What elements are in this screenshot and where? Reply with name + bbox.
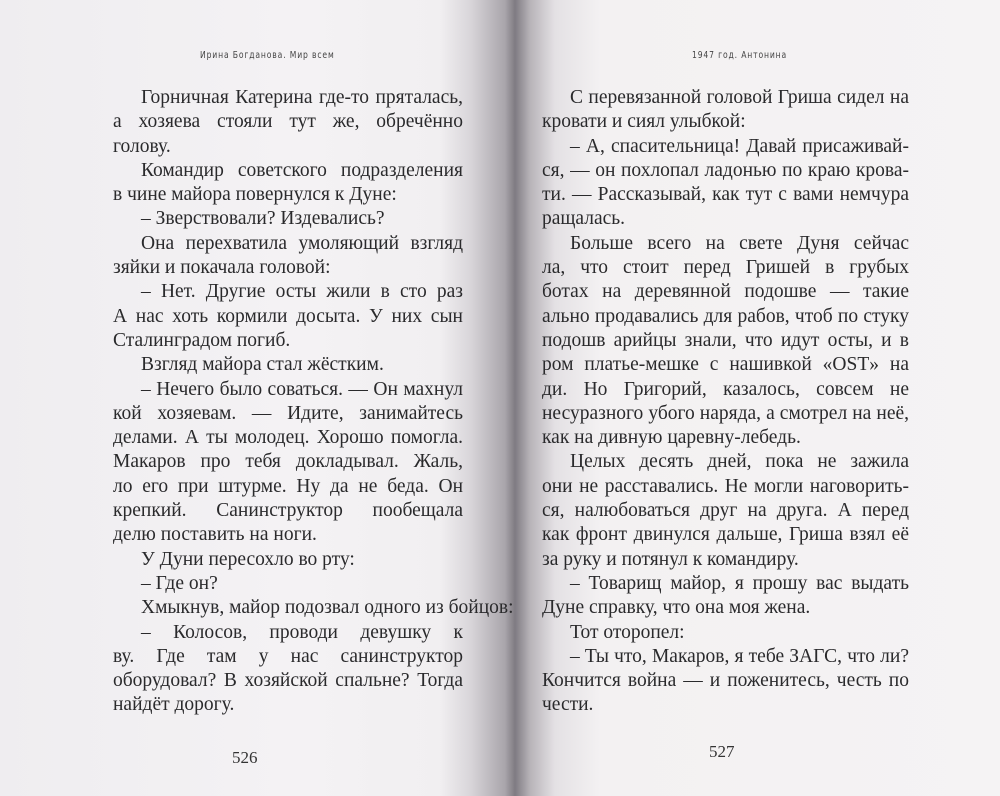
- text-line: делами. А ты молодец. Хорошо помогла.: [113, 427, 463, 449]
- text-line: ботах на деревянной подошве — такие: [542, 281, 909, 303]
- text-line: ла, что стоит перед Гришей в грубых: [542, 257, 909, 279]
- text-line: Взгляд майора стал жёстким.: [141, 354, 384, 376]
- text-line: Макаров про тебя докладывал. Жаль,: [113, 451, 463, 473]
- text-line: Тот оторопел:: [570, 621, 685, 643]
- text-line: ти. — Рассказывай, как тут с вами немчура: [542, 184, 909, 206]
- text-line: за руку и потянул к командиру.: [542, 548, 799, 570]
- right-running-header: 1947 год. Антонина: [692, 50, 788, 61]
- text-line: Она перехватила умоляющий взгляд: [141, 232, 463, 254]
- text-line: ди. Но Григорий, казалось, совсем не: [542, 378, 909, 400]
- text-line: кровати и сиял улыбкой:: [542, 111, 746, 133]
- text-line: зяйки и покачала головой:: [113, 257, 331, 279]
- text-line: ло его при штурме. Ну да не беда. Он: [113, 475, 463, 497]
- text-line: – Ты что, Макаров, я тебе ЗАГС, что ли?: [570, 645, 909, 667]
- text-line: крепкий. Санинструктор пообещала: [113, 500, 463, 522]
- text-line: – А, спасительница! Давай присаживай-: [570, 135, 909, 157]
- text-line: Командир советского подразделения: [141, 159, 463, 181]
- text-line: несуразного убого наряда, а смотрел на неё,: [542, 402, 909, 424]
- text-line: Дуне справку, что она моя жена.: [542, 597, 811, 619]
- right-page-number: 527: [709, 742, 735, 761]
- text-line: найдёт дорогу.: [113, 694, 235, 716]
- left-running-header: Ирина Богданова. Мир всем: [200, 50, 335, 61]
- text-line: Горничная Катерина где-то пряталась,: [141, 87, 463, 108]
- text-line: Целых десять дней, пока не зажила: [570, 451, 909, 473]
- text-line: ву. Где там у нас санинструктор: [113, 645, 463, 667]
- text-line: оборудовал? В хозяйской спальне? Тогда: [113, 670, 463, 692]
- text-line: – Товарищ майор, я прошу вас выдать: [570, 572, 909, 594]
- text-line: ся, налюбоваться друг на друга. А перед: [542, 500, 909, 522]
- text-line: а хозяева стояли тут же, обречённо: [113, 111, 463, 133]
- text-line: У Дуни пересохло во рту:: [141, 548, 355, 570]
- text-line: Кончится война — и поженитесь, честь по: [542, 670, 909, 692]
- text-line: ром платье-мешке с нашивкой «OST» на: [542, 354, 909, 376]
- text-line: они не расставались. Не могли наговорить-: [542, 475, 909, 497]
- text-line: кой хозяевам. — Идите, занимайтесь: [113, 402, 463, 424]
- text-line: Хмыкнув, майор подозвал одного из бойцов:: [141, 597, 514, 619]
- text-line: голову.: [113, 135, 171, 157]
- text-line: – Где он?: [141, 572, 218, 594]
- text-line: ся, — он похлопал ладонью по краю крова-: [542, 159, 909, 181]
- text-line: ально продавались для рабов, чтоб по стуку: [542, 305, 909, 327]
- text-line: Сталинградом погиб.: [113, 329, 291, 351]
- text-line: А нас хоть кормили досыта. У них сын: [113, 305, 463, 327]
- text-line: – Нет. Другие осты жили в сто раз: [141, 281, 463, 303]
- text-line: Больше всего на свете Дуня сейчас: [570, 232, 909, 254]
- right-page-body: [542, 86, 909, 718]
- text-line: – Колосов, проводи девушку к: [141, 621, 463, 643]
- text-line: – Зверствовали? Издевались?: [141, 208, 385, 230]
- text-line: делю поставить на ноги.: [113, 524, 317, 546]
- text-line: как на дивную царевну-лебедь.: [542, 427, 801, 449]
- text-line: чести.: [542, 694, 594, 716]
- text-line: подошв арийцы знали, что идут осты, и в: [542, 329, 909, 351]
- left-page-body: [113, 86, 514, 718]
- left-page-number: 526: [232, 748, 258, 767]
- text-line: как фронт двинулся дальше, Гриша взял её: [542, 524, 909, 546]
- text-line: – Нечего было соваться. — Он махнул: [141, 378, 463, 400]
- text-line: С перевязанной головой Гриша сидел на: [570, 87, 909, 108]
- text-line: ращалась.: [542, 208, 626, 230]
- text-line: в чине майора повернулся к Дуне:: [113, 184, 397, 206]
